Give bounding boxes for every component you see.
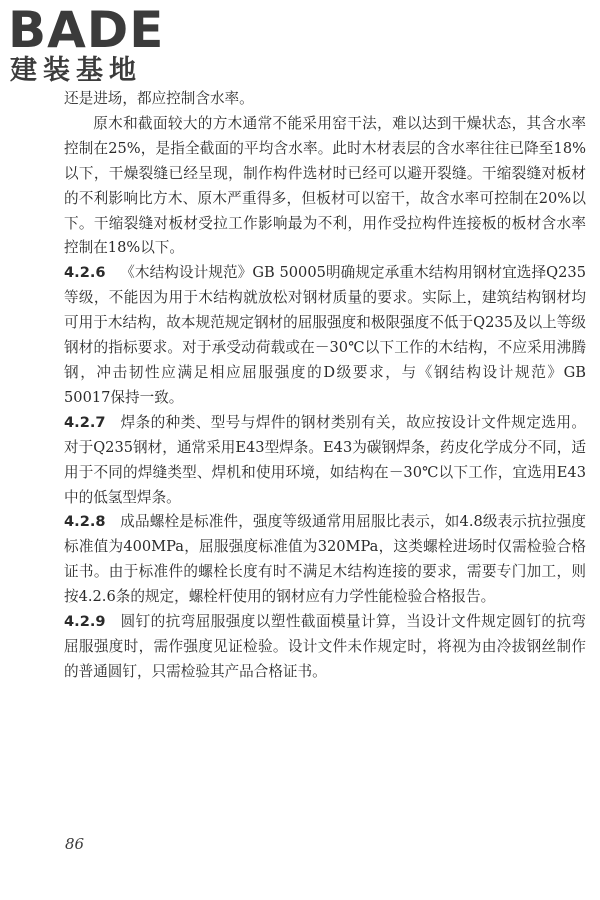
- clause-text: 《木结构设计规范》GB 50005明确规定承重木结构用钢材宜选择Q235等级，不能因为用于木结构就放松对钢材质量的要求。实际上，建筑结构钢材均可用于木结构，故本规范规定钢材的屈服强度和极限强度不低于Q235及以上等级钢材的指标要求。对于承受动荷载或在－30℃以下工作的木结构，不应采用沸腾钢，冲击韧性应满足相应屈服强度的D级要求，与《钢结构设计规范》GB 50017保持一致。: [64, 264, 586, 406]
- clause-4-2-9: [64, 610, 586, 685]
- page-number: 86: [65, 835, 85, 853]
- clause-text: 圆钉的抗弯屈服强度以塑性截面模量计算，当设计文件规定圆钉的抗弯屈服强度时，需作强度见证检验。设计文件未作规定时，将视为由冷拔钢丝制作的普通圆钉，只需检验其产品合格证书。: [64, 613, 586, 680]
- clause-text: 成品螺栓是标准件，强度等级通常用屈服比表示，如4.8级表示抗拉强度标准值为400MPa，屈服强度标准值为320MPa，这类螺栓进场时仅需检验合格证书。由于标准件的螺栓长度有时不满足木结构连接的要求，需要专门加工，则按4.2.6条的规定，螺栓杆使用的钢材应有力学性能检验合格报告。: [64, 513, 586, 606]
- clause-number: 4.2.6: [64, 264, 106, 282]
- clause-4-2-6: [64, 261, 586, 410]
- clause-number: 4.2.9: [64, 613, 106, 631]
- clause-number: 4.2.8: [64, 513, 106, 531]
- paragraph-moisture-content: [64, 112, 586, 261]
- paragraph-text: 还是进场，都应控制含水率。: [64, 90, 254, 107]
- logo-chinese-name: 建装基地: [10, 55, 142, 86]
- document-body: [64, 87, 586, 685]
- brand-logo: [8, 1, 183, 88]
- paragraph-continuation: [64, 87, 586, 112]
- clause-4-2-8: [64, 510, 586, 610]
- clause-number: 4.2.7: [64, 413, 106, 431]
- logo-wordmark: BADE: [8, 1, 165, 59]
- clause-text: 焊条的种类、型号与焊件的钢材类别有关，故应按设计文件规定选用。对于Q235钢材，通常采用E43型焊条。E43为碳钢焊条，药皮化学成分不同，适用于不同的焊缝类型、焊机和使用环境，如结构在－30℃以下工作，宜选用E43中的低氢型焊条。: [64, 413, 586, 506]
- paragraph-text: 原木和截面较大的方木通常不能采用窑干法，难以达到干燥状态，其含水率控制在25%，是指全截面的平均含水率。此时木材表层的含水率往往已降至18%以下，干燥裂缝已经呈现，制作构件选材时已经可以避开裂缝。干缩裂缝对板材的不利影响比方木、原木严重得多，但板材可以窑干，故含水率可控制在20%以下。干缩裂缝对板材受拉工作影响最为不利，用作受拉构件连接板的板材含水率控制在18%以下。: [64, 114, 586, 257]
- clause-4-2-7: [64, 411, 586, 511]
